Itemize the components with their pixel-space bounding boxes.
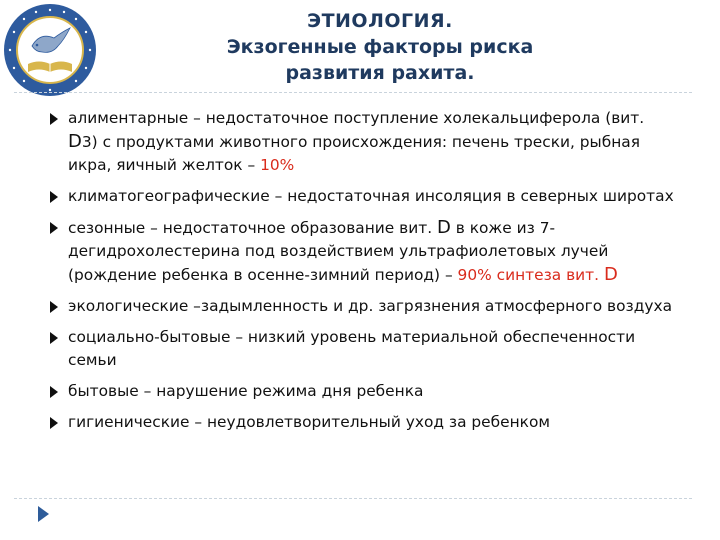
list-item-seasonal bbox=[50, 216, 678, 287]
slide-title: ЭТИОЛОГИЯ. bbox=[307, 10, 453, 32]
highlight-percent: 90% синтеза вит. bbox=[457, 266, 604, 284]
arrow-bullet-icon bbox=[50, 113, 58, 125]
arrow-bullet-icon bbox=[50, 301, 58, 313]
vitamin-d-letter: D bbox=[436, 217, 451, 238]
item-text: климатогеографические – недостаточная инсоляция в северных широтах bbox=[68, 187, 674, 205]
item-text: гигиенические – неудовлетворительный уход за ребенком bbox=[68, 413, 550, 431]
item-text: экологические –задымленность и др. загрязнения атмосферного воздуха bbox=[68, 297, 672, 315]
item-text: сезонные – недостаточное образование вит. bbox=[68, 219, 437, 237]
slide-subtitle-line-1: Экзогенные факторы риска bbox=[226, 36, 534, 58]
arrow-bullet-icon bbox=[50, 191, 58, 203]
item-text: алиментарные – недостаточное поступление холекальциферола (вит. bbox=[68, 109, 645, 127]
item-text-cont: 3) с продуктами животного происхождения: печень трески, рыбная икра, яичный желток – bbox=[68, 133, 640, 174]
item-text-cont: в коже из 7-дегидрохолестерина под воздействием ультрафиолетовых лучей (рождение ребенка в осенне-зимний период) – bbox=[68, 219, 609, 284]
list-item-household bbox=[50, 380, 678, 403]
arrow-bullet-icon bbox=[50, 332, 58, 344]
slide-subtitle-line-2: развития рахита. bbox=[285, 62, 475, 84]
highlight-vitamin-d: D bbox=[603, 264, 618, 285]
arrow-bullet-icon bbox=[50, 222, 58, 234]
highlight-percent: 10% bbox=[260, 156, 295, 174]
bottom-divider bbox=[14, 498, 692, 499]
arrow-bullet-icon bbox=[50, 386, 58, 398]
university-logo-icon bbox=[2, 2, 98, 98]
item-text: бытовые – нарушение режима дня ребенка bbox=[68, 382, 424, 400]
vitamin-d-letter: D bbox=[68, 131, 82, 152]
top-divider bbox=[14, 92, 692, 93]
arrow-bullet-icon bbox=[50, 417, 58, 429]
list-item-climatic bbox=[50, 185, 678, 208]
list-item-alimentary bbox=[50, 107, 678, 177]
footer-arrow-icon bbox=[38, 506, 49, 522]
list-item-social bbox=[50, 326, 678, 372]
item-text: социально-бытовые – низкий уровень материальной обеспеченности семьи bbox=[68, 328, 636, 369]
list-item-ecological bbox=[50, 295, 678, 318]
slide-title-block bbox=[120, 8, 640, 86]
list-item-hygienic bbox=[50, 411, 678, 434]
risk-factors-list bbox=[50, 107, 678, 442]
